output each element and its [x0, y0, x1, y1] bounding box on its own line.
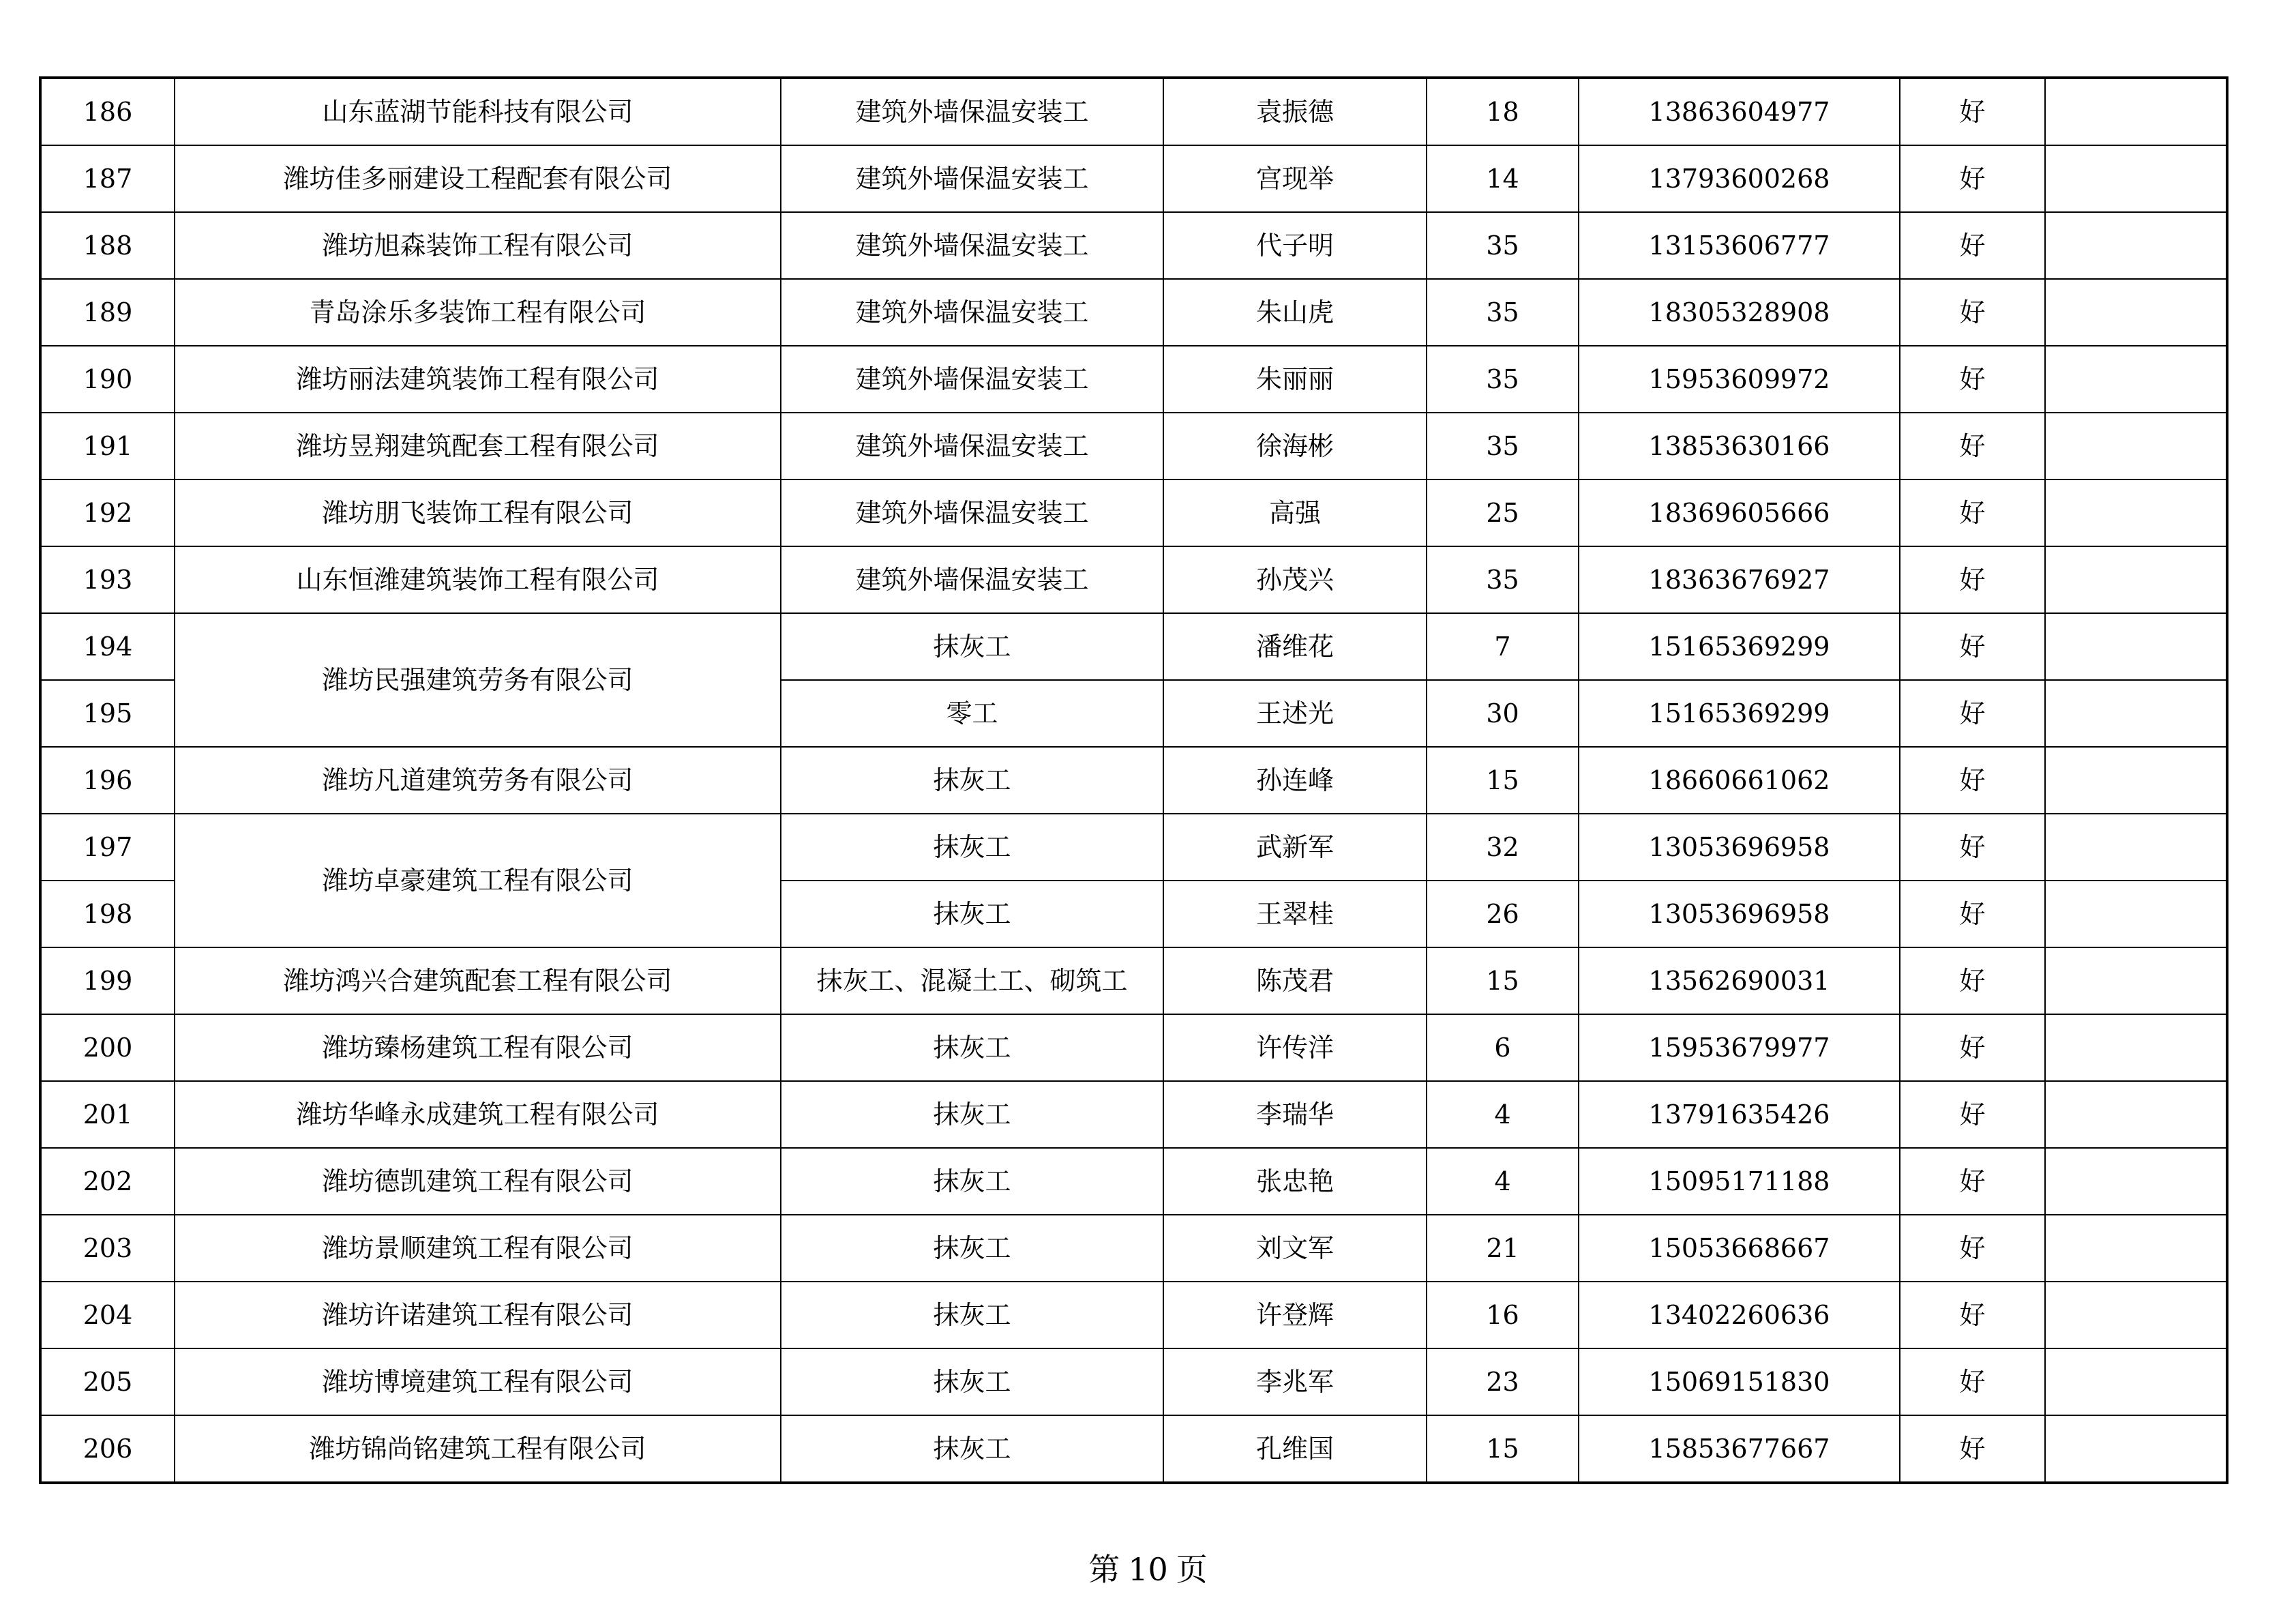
table-row [40, 947, 2227, 1014]
page-footer-number: 10 [1128, 1551, 1168, 1588]
cell-remarks [2045, 1348, 2227, 1415]
cell-remarks [2045, 1081, 2227, 1148]
cell-rating: 好 [1900, 814, 2045, 881]
cell-remarks [2045, 1282, 2227, 1348]
table-row [40, 413, 2227, 479]
cell-company-name: 潍坊锦尚铭建筑工程有限公司 [175, 1415, 781, 1483]
cell-remarks [2045, 145, 2227, 212]
cell-rating: 好 [1900, 413, 2045, 479]
cell-trade-type: 抹灰工 [781, 881, 1163, 947]
cell-trade-type: 建筑外墙保温安装工 [781, 479, 1163, 546]
cell-company-name: 潍坊丽法建筑装饰工程有限公司 [175, 346, 781, 413]
table-row [40, 747, 2227, 814]
table-row [40, 145, 2227, 212]
table-row [40, 1215, 2227, 1282]
table-row [40, 279, 2227, 346]
cell-company-name: 潍坊臻杨建筑工程有限公司 [175, 1014, 781, 1081]
cell-phone-number: 18305328908 [1579, 279, 1900, 346]
cell-contact-person: 许传洋 [1163, 1014, 1427, 1081]
cell-contact-person: 朱丽丽 [1163, 346, 1427, 413]
cell-company-name: 潍坊景顺建筑工程有限公司 [175, 1215, 781, 1282]
cell-company-name: 潍坊民强建筑劳务有限公司 [175, 613, 781, 747]
cell-serial-number: 191 [40, 413, 175, 479]
cell-worker-count: 14 [1427, 145, 1579, 212]
cell-serial-number: 196 [40, 747, 175, 814]
cell-remarks [2045, 680, 2227, 747]
cell-trade-type: 抹灰工、混凝土工、砌筑工 [781, 947, 1163, 1014]
cell-contact-person: 李兆军 [1163, 1348, 1427, 1415]
cell-rating: 好 [1900, 1014, 2045, 1081]
cell-worker-count: 7 [1427, 613, 1579, 680]
cell-phone-number: 13793600268 [1579, 145, 1900, 212]
cell-remarks [2045, 279, 2227, 346]
cell-worker-count: 32 [1427, 814, 1579, 881]
cell-company-name: 潍坊朋飞装饰工程有限公司 [175, 479, 781, 546]
cell-rating: 好 [1900, 1215, 2045, 1282]
cell-serial-number: 190 [40, 346, 175, 413]
cell-rating: 好 [1900, 947, 2045, 1014]
cell-company-name: 潍坊凡道建筑劳务有限公司 [175, 747, 781, 814]
cell-phone-number: 13562690031 [1579, 947, 1900, 1014]
cell-company-name: 潍坊华峰永成建筑工程有限公司 [175, 1081, 781, 1148]
cell-company-name: 青岛涂乐多装饰工程有限公司 [175, 279, 781, 346]
cell-trade-type: 抹灰工 [781, 1348, 1163, 1415]
cell-rating: 好 [1900, 145, 2045, 212]
cell-worker-count: 30 [1427, 680, 1579, 747]
cell-rating: 好 [1900, 613, 2045, 680]
cell-phone-number: 15953679977 [1579, 1014, 1900, 1081]
cell-phone-number: 18369605666 [1579, 479, 1900, 546]
cell-worker-count: 25 [1427, 479, 1579, 546]
cell-phone-number: 13402260636 [1579, 1282, 1900, 1348]
cell-trade-type: 建筑外墙保温安装工 [781, 145, 1163, 212]
page-footer-suffix: 页 [1176, 1551, 1208, 1588]
cell-worker-count: 23 [1427, 1348, 1579, 1415]
table-row [40, 814, 2227, 881]
cell-trade-type: 抹灰工 [781, 1148, 1163, 1215]
table-row [40, 346, 2227, 413]
cell-phone-number: 13791635426 [1579, 1081, 1900, 1148]
cell-worker-count: 4 [1427, 1148, 1579, 1215]
table-row [40, 78, 2227, 145]
cell-worker-count: 26 [1427, 881, 1579, 947]
cell-remarks [2045, 346, 2227, 413]
cell-remarks [2045, 947, 2227, 1014]
cell-contact-person: 朱山虎 [1163, 279, 1427, 346]
cell-remarks [2045, 613, 2227, 680]
cell-phone-number: 13053696958 [1579, 881, 1900, 947]
cell-rating: 好 [1900, 1415, 2045, 1483]
cell-serial-number: 205 [40, 1348, 175, 1415]
cell-company-name: 潍坊旭森装饰工程有限公司 [175, 212, 781, 279]
cell-remarks [2045, 814, 2227, 881]
cell-worker-count: 15 [1427, 947, 1579, 1014]
cell-serial-number: 186 [40, 78, 175, 145]
cell-worker-count: 35 [1427, 212, 1579, 279]
cell-trade-type: 零工 [781, 680, 1163, 747]
cell-worker-count: 6 [1427, 1014, 1579, 1081]
cell-trade-type: 建筑外墙保温安装工 [781, 413, 1163, 479]
cell-trade-type: 抹灰工 [781, 747, 1163, 814]
cell-contact-person: 孙连峰 [1163, 747, 1427, 814]
cell-remarks [2045, 1148, 2227, 1215]
cell-rating: 好 [1900, 78, 2045, 145]
cell-contact-person: 刘文军 [1163, 1215, 1427, 1282]
cell-remarks [2045, 1014, 2227, 1081]
cell-contact-person: 徐海彬 [1163, 413, 1427, 479]
cell-rating: 好 [1900, 747, 2045, 814]
cell-remarks [2045, 78, 2227, 145]
cell-serial-number: 193 [40, 546, 175, 613]
table-row [40, 1415, 2227, 1483]
cell-phone-number: 15165369299 [1579, 613, 1900, 680]
cell-phone-number: 18660661062 [1579, 747, 1900, 814]
cell-phone-number: 13853630166 [1579, 413, 1900, 479]
cell-remarks [2045, 212, 2227, 279]
cell-worker-count: 15 [1427, 747, 1579, 814]
cell-serial-number: 194 [40, 613, 175, 680]
cell-serial-number: 189 [40, 279, 175, 346]
cell-worker-count: 18 [1427, 78, 1579, 145]
company-list-table [39, 76, 2228, 1484]
page-footer-prefix: 第 [1088, 1551, 1120, 1588]
cell-phone-number: 13153606777 [1579, 212, 1900, 279]
cell-serial-number: 201 [40, 1081, 175, 1148]
table-body [40, 78, 2227, 1483]
cell-remarks [2045, 546, 2227, 613]
cell-serial-number: 195 [40, 680, 175, 747]
cell-phone-number: 15069151830 [1579, 1348, 1900, 1415]
cell-trade-type: 建筑外墙保温安装工 [781, 546, 1163, 613]
cell-rating: 好 [1900, 546, 2045, 613]
cell-contact-person: 武新军 [1163, 814, 1427, 881]
cell-trade-type: 建筑外墙保温安装工 [781, 78, 1163, 145]
cell-phone-number: 15095171188 [1579, 1148, 1900, 1215]
table-row [40, 1081, 2227, 1148]
cell-trade-type: 抹灰工 [781, 613, 1163, 680]
cell-remarks [2045, 747, 2227, 814]
cell-contact-person: 孔维国 [1163, 1415, 1427, 1483]
table-row [40, 546, 2227, 613]
cell-phone-number: 15853677667 [1579, 1415, 1900, 1483]
cell-serial-number: 202 [40, 1148, 175, 1215]
cell-phone-number: 15953609972 [1579, 346, 1900, 413]
cell-rating: 好 [1900, 1282, 2045, 1348]
table-row [40, 613, 2227, 680]
table-row [40, 1282, 2227, 1348]
cell-phone-number: 13053696958 [1579, 814, 1900, 881]
cell-company-name: 潍坊德凯建筑工程有限公司 [175, 1148, 781, 1215]
cell-worker-count: 35 [1427, 546, 1579, 613]
cell-contact-person: 代子明 [1163, 212, 1427, 279]
cell-serial-number: 198 [40, 881, 175, 947]
cell-company-name: 潍坊鸿兴合建筑配套工程有限公司 [175, 947, 781, 1014]
cell-remarks [2045, 413, 2227, 479]
cell-remarks [2045, 881, 2227, 947]
cell-remarks [2045, 1215, 2227, 1282]
cell-phone-number: 15053668667 [1579, 1215, 1900, 1282]
cell-trade-type: 抹灰工 [781, 814, 1163, 881]
cell-worker-count: 35 [1427, 413, 1579, 479]
cell-trade-type: 抹灰工 [781, 1415, 1163, 1483]
cell-company-name: 潍坊佳多丽建设工程配套有限公司 [175, 145, 781, 212]
cell-worker-count: 35 [1427, 279, 1579, 346]
table-row [40, 479, 2227, 546]
cell-rating: 好 [1900, 346, 2045, 413]
cell-rating: 好 [1900, 279, 2045, 346]
cell-serial-number: 188 [40, 212, 175, 279]
cell-phone-number: 15165369299 [1579, 680, 1900, 747]
cell-contact-person: 张忠艳 [1163, 1148, 1427, 1215]
cell-company-name: 潍坊许诺建筑工程有限公司 [175, 1282, 781, 1348]
cell-contact-person: 孙茂兴 [1163, 546, 1427, 613]
table-row [40, 1148, 2227, 1215]
cell-rating: 好 [1900, 1148, 2045, 1215]
cell-contact-person: 潘维花 [1163, 613, 1427, 680]
cell-worker-count: 15 [1427, 1415, 1579, 1483]
cell-contact-person: 李瑞华 [1163, 1081, 1427, 1148]
cell-rating: 好 [1900, 479, 2045, 546]
cell-rating: 好 [1900, 1081, 2045, 1148]
cell-trade-type: 建筑外墙保温安装工 [781, 279, 1163, 346]
cell-contact-person: 高强 [1163, 479, 1427, 546]
cell-serial-number: 197 [40, 814, 175, 881]
cell-remarks [2045, 1415, 2227, 1483]
table-row [40, 212, 2227, 279]
cell-rating: 好 [1900, 1348, 2045, 1415]
cell-contact-person: 王翠桂 [1163, 881, 1427, 947]
cell-contact-person: 王述光 [1163, 680, 1427, 747]
cell-serial-number: 204 [40, 1282, 175, 1348]
cell-serial-number: 203 [40, 1215, 175, 1282]
cell-contact-person: 陈茂君 [1163, 947, 1427, 1014]
cell-serial-number: 199 [40, 947, 175, 1014]
page-number-footer [0, 1551, 2296, 1588]
cell-remarks [2045, 479, 2227, 546]
cell-contact-person: 袁振德 [1163, 78, 1427, 145]
cell-rating: 好 [1900, 680, 2045, 747]
cell-company-name: 山东恒潍建筑装饰工程有限公司 [175, 546, 781, 613]
cell-serial-number: 200 [40, 1014, 175, 1081]
cell-serial-number: 206 [40, 1415, 175, 1483]
cell-trade-type: 抹灰工 [781, 1282, 1163, 1348]
cell-worker-count: 16 [1427, 1282, 1579, 1348]
table-row [40, 1014, 2227, 1081]
cell-company-name: 潍坊昱翔建筑配套工程有限公司 [175, 413, 781, 479]
cell-trade-type: 抹灰工 [781, 1081, 1163, 1148]
cell-company-name: 潍坊卓豪建筑工程有限公司 [175, 814, 781, 947]
cell-worker-count: 4 [1427, 1081, 1579, 1148]
cell-trade-type: 建筑外墙保温安装工 [781, 212, 1163, 279]
cell-company-name: 山东蓝湖节能科技有限公司 [175, 78, 781, 145]
cell-serial-number: 192 [40, 479, 175, 546]
cell-phone-number: 18363676927 [1579, 546, 1900, 613]
cell-worker-count: 21 [1427, 1215, 1579, 1282]
cell-rating: 好 [1900, 881, 2045, 947]
cell-rating: 好 [1900, 212, 2045, 279]
cell-trade-type: 抹灰工 [781, 1215, 1163, 1282]
cell-trade-type: 抹灰工 [781, 1014, 1163, 1081]
cell-worker-count: 35 [1427, 346, 1579, 413]
cell-contact-person: 宫现举 [1163, 145, 1427, 212]
cell-trade-type: 建筑外墙保温安装工 [781, 346, 1163, 413]
cell-contact-person: 许登辉 [1163, 1282, 1427, 1348]
cell-phone-number: 13863604977 [1579, 78, 1900, 145]
cell-serial-number: 187 [40, 145, 175, 212]
cell-company-name: 潍坊博境建筑工程有限公司 [175, 1348, 781, 1415]
table-row [40, 1348, 2227, 1415]
